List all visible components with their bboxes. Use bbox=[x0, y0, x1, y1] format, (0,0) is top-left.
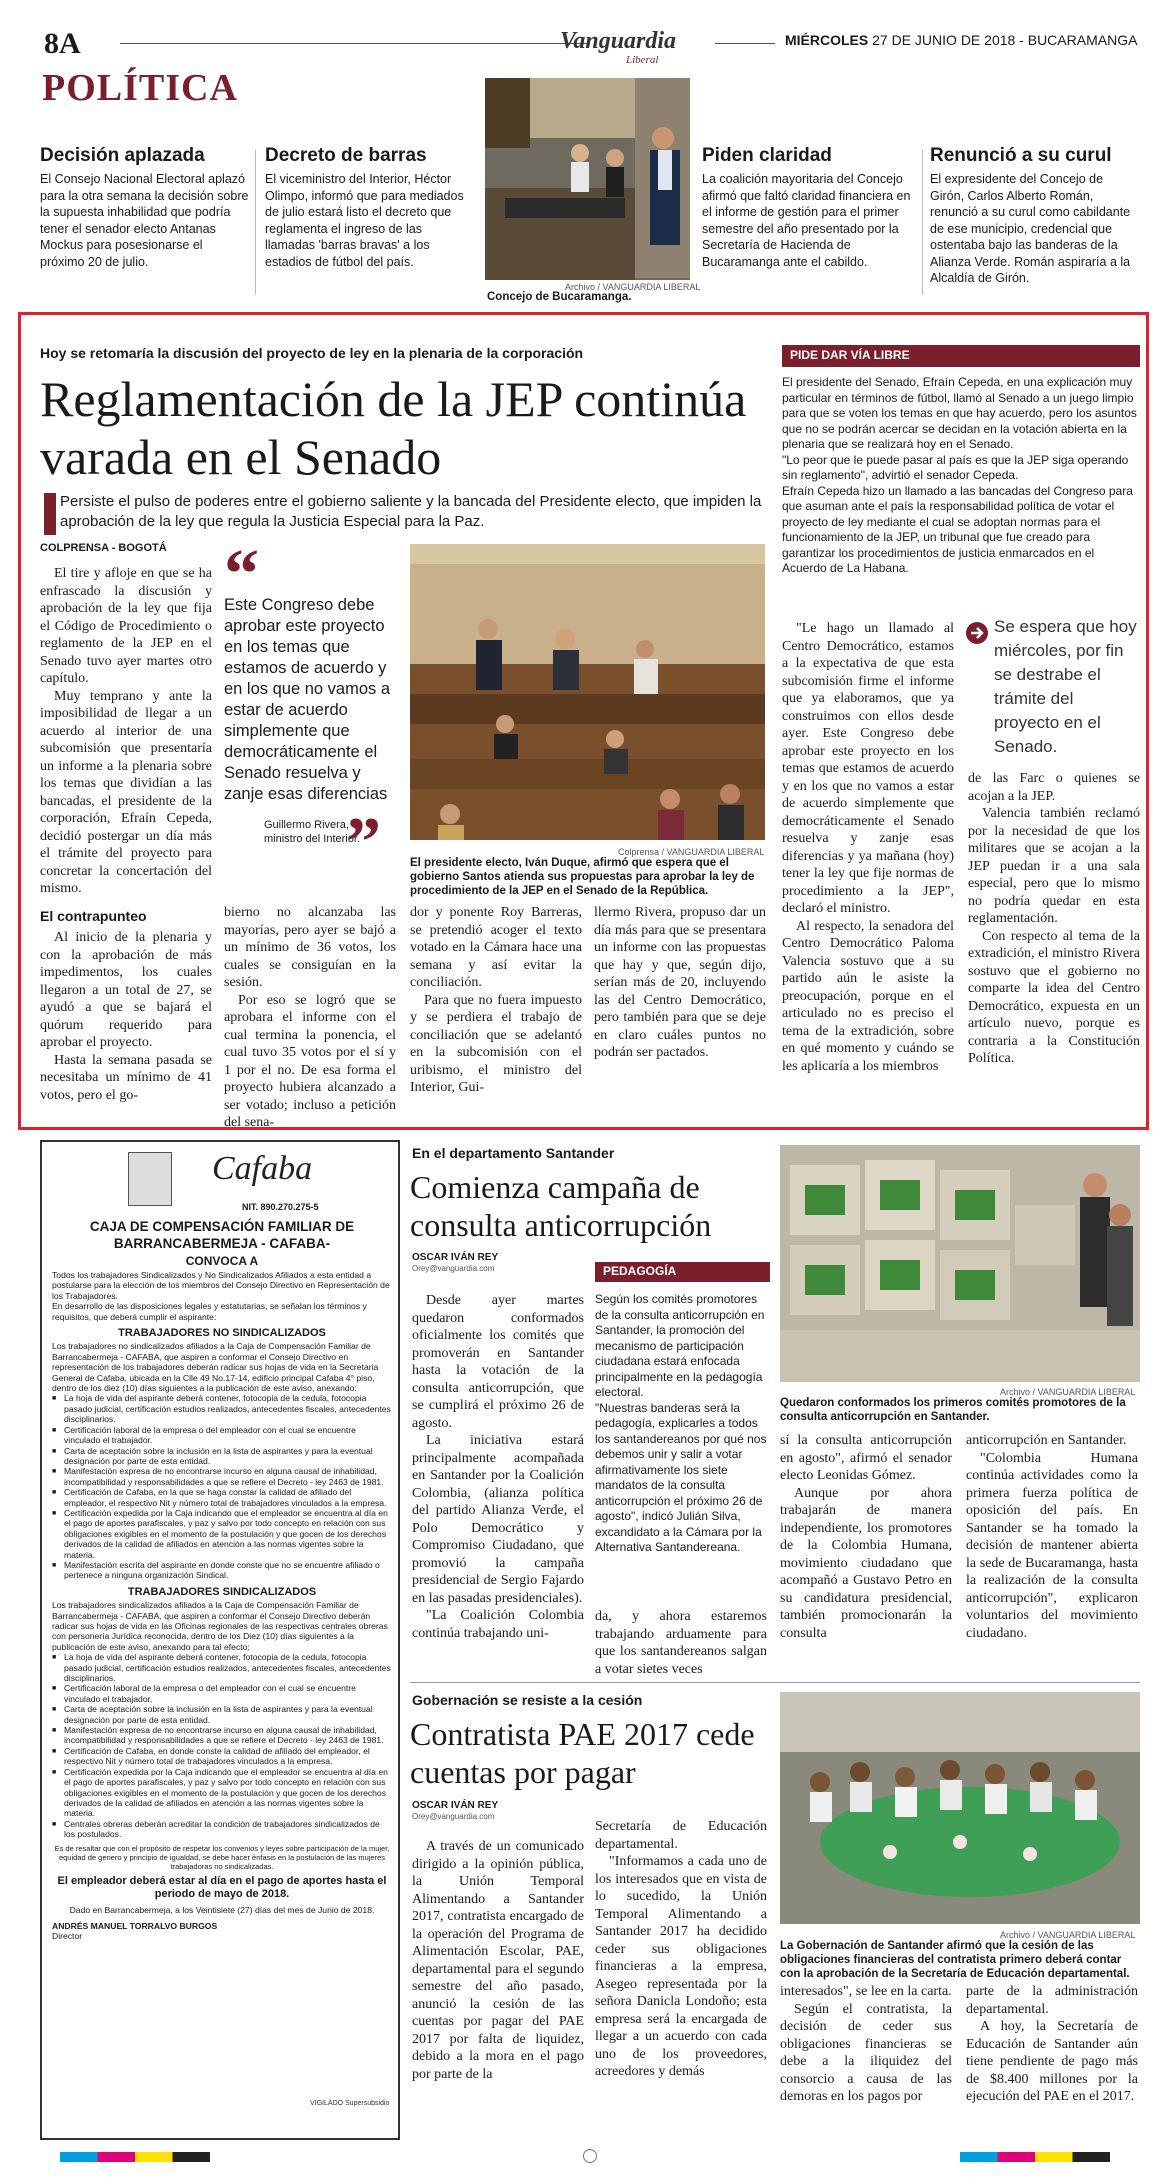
newspaper-logo: Vanguardia bbox=[560, 28, 677, 54]
list-item: ■ Manifestación escrita del aspirante en donde conste que no se encuentre afiliado o pertenece a ninguna organización Sindical. bbox=[52, 1560, 392, 1581]
paragraph: "Nuestras banderas será la pedagogía, explicarles a todos los santandereanos por qué nos debemos unir y salir a votar afirmativamente los siete mandatos de la consulta anticorrupción el próximo 26 de agosto", indicó Julián Silva, excandidato a la Cámara por la Alternativa Santandereana. bbox=[595, 1400, 767, 1554]
list-item: ■ Certificación expedida por la Caja indicando que el empleador se encuentra al día en el pago de aportes parafiscales, y paz y salvo por todo concepto en relación con sus obligaciones exigibles en el momento de la postulación y que gocen de los derechos derivados de la calidad de afiliados en atención a las normas vigentes sobre la materia. bbox=[52, 1767, 392, 1819]
list-item: ■ Manifestación expresa de no encontrarse incurso en alguna causal de inhabilidad, incompatibilidad y responsabilidades a que se refiere el Decreto - ley 2463 de 1981. bbox=[52, 1725, 392, 1746]
list-item: ■ Manifestación expresa de no encontrarse incurso en alguna causal de inhabilidad, incompatibilidad y responsabilidades a que se refiere el Decreto - ley 2463 de 1981. bbox=[52, 1466, 392, 1487]
brief-body: El expresidente del Concejo de Girón, Carlos Alberto Román, renunció a su curul como cabildante de ese municipio, credencial que ostentaba bajo las banderas de la Alianza Verde. Román aspiraría a la Alcaldía de Girón. bbox=[930, 172, 1131, 285]
brief-body: El Consejo Nacional Electoral aplazó para la otra semana la decisión sobre la supuesta inhabilidad que podría tener el senador electo Antanas Mockus para posesionarse el próximo 20 de julio. bbox=[40, 172, 249, 269]
jep-byline: COLPRENSA - BOGOTÁ bbox=[40, 542, 167, 554]
list-item: ■ Carta de aceptación sobre la inclusión en la lista de aspirantes y para la eventual designación por parte de esta entidad. bbox=[52, 1446, 392, 1467]
section-divider bbox=[410, 1682, 1140, 1683]
jep-headline: Reglamentación de la JEP continúa varada en el Senado bbox=[40, 371, 747, 485]
pae-col2 bbox=[595, 1818, 767, 2081]
page-number: 8A bbox=[44, 27, 81, 60]
pae-col3 bbox=[780, 1983, 952, 2106]
paragraph: Valencia también reclamó por la necesidad de que los militares que se acojan a la JEP puedan ir a una sala especial, pero que lo mismo no podría quedar en esta reglamentación. bbox=[968, 806, 1140, 926]
cafaba-nit: NIT. 890.270.275-5 bbox=[242, 1202, 319, 1212]
anticorr-photo-caption: Quedaron conformados los primeros comités promotores de la consulta anticorrupción en Santander. bbox=[780, 1397, 1126, 1423]
paragraph: Aunque por ahora trabajarán de manera independiente, los promotores de la Colombia Humana, movimiento ciudadano que acompañó a Gustavo Petro en su candidatura presidencial, también promocionarán la consulta bbox=[780, 1485, 952, 1641]
cafaba-section1-list bbox=[52, 1393, 392, 1580]
cafaba-signer: ANDRÉS MANUEL TORRALVO BURGOS bbox=[52, 1920, 218, 1931]
concejo-photo-caption: Concejo de Bucaramanga. bbox=[487, 291, 632, 303]
anticorr-photo bbox=[780, 1145, 1140, 1382]
paragraph: parte de la administración departamental. bbox=[966, 1984, 1138, 2017]
paragraph: anticorrupción en Santander. bbox=[966, 1433, 1127, 1448]
brief-1 bbox=[40, 145, 250, 270]
anticorr-byline: OSCAR IVÁN REY bbox=[412, 1252, 499, 1263]
anticorr-photo-illustration bbox=[780, 1145, 1140, 1382]
paragraph: Hasta la semana pasada se necesitaba un mínimo de 41 votos, pero el go- bbox=[40, 1052, 212, 1103]
paragraph: "La Coalición Colombia continúa trabajando uni- bbox=[412, 1608, 584, 1641]
brief-body: La coalición mayoritaria del Concejo afirmó que faltó claridad financiera en el informe de gestión para el primer semestre del año presentado por la Secretaría de Hacienda de Bucaramanga ante el cabildo. bbox=[702, 172, 911, 269]
paragraph: dor y ponente Roy Barreras, se pretendió acoger el texto votado en la Cámara hace una semana y así evitar la conciliación. bbox=[410, 905, 582, 990]
anticorr-sidebar-label: PEDAGOGÍA bbox=[595, 1262, 770, 1282]
pae-byline: OSCAR IVÁN REY bbox=[412, 1800, 499, 1811]
brief-body: El viceministro del Interior, Héctor Olimpo, informó que para mediados de julio estará listo el decreto que reglamenta el ingreso de las llamadas 'barras bravas' a los estadios de fútbol del país. bbox=[265, 172, 464, 269]
pae-photo-caption: La Gobernación de Santander afirmó que la cesión de las obligaciones financieras del contratista primero deberá contar con la aprobación de la Secretaría de Educación departamental. bbox=[780, 1940, 1130, 1980]
brief-4 bbox=[930, 145, 1140, 287]
brief-2 bbox=[265, 145, 475, 270]
paragraph: A través de un comunicado dirigido a la opinión pública, la Unión Temporal Alimentando a Santander 2017, contratista encargado de la operación del Programa de Alimentación Escolar, PAE, departamental para el segundo semestre del año pasado, anunció la cesión de las cuentas por pagar del PAE 2017 por falta de liquidez, debido a la mora en el pago por parte de la bbox=[412, 1839, 584, 2082]
section-title: POLÍTICA bbox=[42, 67, 238, 109]
senate-photo-credit: Colprensa / VANGUARDIA LIBERAL bbox=[618, 847, 765, 857]
cafaba-logo: Cafaba bbox=[212, 1150, 313, 1187]
cafaba-dated: Dado en Barrancabermeja, a los Veintisiete (27) días del mes de Junio de 2018. bbox=[69, 1904, 375, 1915]
masthead-top-rule-right bbox=[715, 43, 775, 44]
paragraph: Para que no fuera impuesto y se perdiera el trabajo de conciliación que se adelantó en la subcomisión con el uribismo, el ministro del Interior, Gui- bbox=[410, 992, 582, 1095]
cafaba-section2-list bbox=[52, 1652, 392, 1839]
pae-photo-illustration bbox=[780, 1692, 1140, 1924]
jep-col3 bbox=[410, 904, 582, 1097]
pae-byline-email: Orey@vanguardia.com bbox=[412, 1812, 495, 1821]
jep-sidebar bbox=[782, 375, 1140, 577]
concejo-photo-illustration bbox=[485, 78, 690, 280]
brief-title: Renunció a su curul bbox=[930, 145, 1112, 166]
brief-divider bbox=[255, 150, 256, 295]
close-quote-icon: ” bbox=[346, 804, 381, 881]
pae-headline: Contratista PAE 2017 cede cuentas por pagar bbox=[410, 1716, 755, 1790]
jep-quote-author: Guillermo Rivera, ministro del Interior. bbox=[264, 819, 360, 845]
list-item: ■ Certificación laboral de la empresa o del empleador con el cual se encuentre vinculado el trabajador. bbox=[52, 1683, 392, 1704]
cafaba-section1: TRABAJADORES NO SINDICALIZADOS bbox=[118, 1327, 326, 1340]
paragraph: Al respecto, la senadora del Centro Democrático Paloma Valencia sostuvo que a su partido aún le asiste la preocupación, porque en el articulado no es preciso el tema de la extradición, sobre en qué momento y cuándo se les aplicaría a los miembros bbox=[782, 918, 954, 1074]
print-registration-left bbox=[60, 2152, 210, 2162]
concejo-photo-credit: Archivo / VANGUARDIA LIBERAL bbox=[565, 282, 701, 292]
senate-photo bbox=[410, 544, 765, 840]
jep-pull-quote: Este Congreso debe aprobar este proyecto en los temas que estamos de acuerdo y en los que no vamos a estar de acuerdo simplemente que democráticamente el Senado resuelva y zanje esas diferencias bbox=[224, 596, 391, 803]
cafaba-convoca: CONVOCA A bbox=[185, 1254, 259, 1268]
brief-title: Decisión aplazada bbox=[40, 145, 205, 166]
brief-3 bbox=[702, 145, 917, 270]
list-item: ■ Centrales obreras deberán acreditar la condición de trabajadores sindicalizados de los postulados. bbox=[52, 1819, 392, 1840]
paragraph: Desde ayer martes quedaron conformados oficialmente los comités que promoverán en Santander hasta la votación de la consulta anticorrupción, que se cumplirá el próximo 26 de agosto. bbox=[412, 1293, 584, 1431]
cafaba-signer-role: Director bbox=[52, 1931, 83, 1942]
jep-col5 bbox=[782, 620, 954, 1075]
cafaba-ad bbox=[40, 1140, 400, 2140]
list-item: ■ La hoja de vida del aspirante deberá contener, fotocopia de la cedula, fotocopia pasado judicial, certificación estudios realizados, antecedentes fiscales, antecedentes disciplinarios. bbox=[52, 1652, 392, 1683]
pae-col4 bbox=[966, 1983, 1138, 2106]
cafaba-logo-icon bbox=[128, 1152, 172, 1206]
anticorr-sidebar bbox=[595, 1292, 770, 1556]
paragraph: "Le hago un llamado al Centro Democrático, estamos a la expectativa de que esta subcomisión firme el informe que ya elaboramos, que ya construimos con ellos desde ayer. Este Congreso debe aprobar este proyecto en los temas que estamos de acuerdo y en los que no vamos a estar de acuerdo simplemente que democráticamente el Senado resuelva y zanje esas diferencias y ya mañana (hoy) tener la ley que fije normas de procedimiento a la JEP", declaró el ministro. bbox=[782, 621, 954, 916]
jep-deck: Persiste el pulso de poderes entre el gobierno saliente y la bancada del Presidente electo, que impiden la aprobación de la ley que regula la Justicia Especial para la Paz. bbox=[60, 493, 762, 530]
paragraph: "Informamos a cada uno de los interesados que en vista de lo sucedido, la Unión Temporal Alimentando a Santander 2017 ha decidido ceder sus obligaciones financieras a la empresa, Asegeo representada por la señora Danicla Londoño; esta empresa será la encargada de llegar a un acuerdo con cada uno de los proveedores, acreedores y demás bbox=[595, 1854, 767, 2079]
list-item: ■ Certificación de Cafaba, en la que se haga constar la calidad de afiliado del empleador, el respectivo Nit y número total de trabajadores vinculados a la empresa. bbox=[52, 1487, 392, 1508]
paragraph: Al inicio de la plenaria y con la aprobación de más impedimentos, los cuales llegaron a un total de 27, se ayudó a que se bajará el quórum requerido para aprobar el proyecto. bbox=[40, 930, 212, 1050]
cafaba-pay-notice: El empleador deberá estar al día en el pago de aportes hasta el periodo de mayo de 2018. bbox=[57, 1874, 387, 1900]
paragraph: "Colombia Humana continúa actividades como la primera fuerza política de oposición del país. En Santander se ha tomado la decisión de mantener abierta la sede de Bucaramanga, hasta la realización de la consulta anticorrupción", explicaron voluntarios del movimiento ciudadano. bbox=[966, 1450, 1138, 1641]
paragraph: da, y ahora estaremos trabajando arduamente para que los santandereanos salgan a votar sietes veces bbox=[595, 1609, 767, 1677]
jep-col6 bbox=[968, 770, 1140, 1068]
paragraph: El presidente del Senado, Efraín Cepeda, en una explicación muy particular en términos de fútbol, llamó al Senado a un juego limpio para que se voten los temas en que hay acuerdo, pero los asuntos que no se podrán acercar se decidan en la votación abierta en la plenaria que se realizará hoy en el Senado. bbox=[782, 375, 1137, 451]
pae-col1 bbox=[412, 1838, 584, 2083]
list-item: ■ Certificación laboral de la empresa o del empleador con el cual se encuentre vinculado el trabajador. bbox=[52, 1425, 392, 1446]
print-registration-center bbox=[583, 2149, 597, 2163]
jep-col2 bbox=[224, 904, 396, 1132]
pae-photo bbox=[780, 1692, 1140, 1924]
anticorr-headline: Comienza campaña de consulta anticorrupción bbox=[410, 1169, 712, 1243]
cafaba-intro2: En desarrollo de las disposiciones legales y estatutarias, se señalan los términos y requisitos, que deberá cumplir el aspirante: bbox=[52, 1301, 367, 1322]
cafaba-note: Es de resaltar que con el propósito de respetar los convenios y leyes sobre participación de la mujer, equidad de genero y principio de igualdad, se debe hacer énfasis en la postulación de las mujeres trabajadoras no sindicalizadas. bbox=[54, 1843, 390, 1871]
paragraph: "Lo peor que le puede pasar al país es que la JEP siga operando sin reglamento", advirtió el senador Cepeda. bbox=[782, 452, 1129, 482]
paragraph: Según los comités promotores de la consulta anticorrupción en Santander, la promoción del mecanismo de participación ciudadana estará enfocada principalmente en la pedagogía electoral. bbox=[595, 1292, 765, 1399]
list-item: ■ Certificación de Cafaba, en donde conste la calidad de afiliado del empleador, el respectivo Nit y número total de trabajadores vinculados a la empresa. bbox=[52, 1746, 392, 1767]
paragraph: Por eso se logró que se aprobara el informe con el cual termina la ponencia, el cual tuvo 35 votos por el sí y 1 por el no. De esa forma el proyecto hubiera alcanzado a ser votado; incluso a petición del sena- bbox=[224, 992, 396, 1130]
brief-title: Decreto de barras bbox=[265, 145, 427, 166]
jep-subhead: El contrapunteo bbox=[40, 907, 147, 924]
masthead-top-rule bbox=[120, 43, 590, 44]
paragraph: Según el contratista, la decisión de ceder sus obligaciones financieras se debe a la iliquidez del consorcio a causa de las demoras en los pagos por bbox=[780, 2001, 952, 2104]
anticorr-col4 bbox=[966, 1432, 1138, 1642]
brief-title: Piden claridad bbox=[702, 145, 832, 166]
paragraph: sí la consulta anticorrupción en agosto", afirmó el senador electo Leonidas Gómez. bbox=[780, 1433, 952, 1483]
jep-col4 bbox=[594, 904, 766, 1062]
anticorr-photo-credit: Archivo / VANGUARDIA LIBERAL bbox=[1000, 1387, 1136, 1397]
jep-deck-bar bbox=[44, 493, 56, 535]
pae-photo-credit: Archivo / VANGUARDIA LIBERAL bbox=[1000, 1930, 1136, 1940]
cafaba-section1-intro: Los trabajadores no sindicalizados afiliados a la Caja de Compensación Familiar de Barrancabermeja - CAFABA, que aspiren a conformar el Consejo Directivo en representación de los trabajadores deberán radicar sus hojas de vida en la Secretaria General de Cafaba, ubicada en la Clle 49 No.17-14, edificio principal Cafaba 4° piso, dentro de los diez (10) días siguientes a la publicación de este aviso, anexando: bbox=[52, 1341, 379, 1394]
jep-kicker: Hoy se retomaría la discusión del proyecto de ley en la plenaria de la corporación bbox=[40, 345, 584, 361]
anticorr-col3 bbox=[780, 1432, 952, 1642]
paragraph: Efraín Cepeda hizo un llamado a las bancadas del Congreso para que asuman ante el país la responsabilidad política de votar el proyecto de ley mediante el cual se adoptan normas para el funcionamiento de la JEP, un tribunal que fue creado para garantizar los procedimientos de justicia enmarcados en el Acuerdo de La Habana. bbox=[782, 483, 1133, 575]
senate-photo-illustration bbox=[410, 544, 765, 840]
paragraph: Con respecto al tema de la extradición, el ministro Rivera sostuvo que el gobierno no comparte la idea del Centro Democrático, expuesta en un artículo nuevo, porque es contraria a la Constitución Política. bbox=[968, 928, 1140, 1066]
paragraph: El tire y afloje en que se ha enfrascado la discusión y aprobación de la ley que fija el Código de Procedimiento o reglamento de la JEP en el Senado tuvo ayer martes otro capítulo. bbox=[40, 566, 212, 686]
date-day: MIÉRCOLES bbox=[785, 32, 869, 48]
cafaba-intro: Todos los trabajadores Sindicalizados y No Sindicalizados Afiliados a esta entidad a postularse para la elección de los miembros del Consejo Directivo en Representación de los Trabajadores. bbox=[52, 1270, 390, 1301]
arrow-glyph bbox=[966, 622, 988, 644]
open-quote-icon: “ bbox=[224, 536, 259, 613]
anticorr-col1 bbox=[412, 1292, 584, 1642]
paragraph: A hoy, la Secretaría de Educación de Santander aún tiene pendiente de pago más de $8.400 millones por la ejecución del PAE en el 2017. bbox=[966, 2019, 1138, 2104]
paragraph: interesados", se lee en la carta. bbox=[780, 1984, 952, 1999]
list-item: ■ Carta de aceptación sobre la inclusión en la lista de aspirantes y para la eventual designación por parte de esta entidad. bbox=[52, 1704, 392, 1725]
concejo-photo bbox=[485, 78, 690, 280]
cafaba-title: CAJA DE COMPENSACIÓN FAMILIAR DE BARRANCABERMEJA - CAFABA- bbox=[89, 1219, 355, 1251]
paragraph: de las Farc o quienes se acojan a la JEP. bbox=[968, 771, 1140, 804]
paragraph: Muy temprano y ante la imposibilidad de llegar a un acuerdo al interior de una subcomisión que presentaría un informe a la plenaria sobre los temas que dividían a las bancadas, el presidente de la corporación, Efraín Cepeda, decidió postergar un día más el trámite del proyecto para concretar la concertación del mismo. bbox=[40, 688, 212, 896]
pae-kicker: Gobernación se resiste a la cesión bbox=[412, 1692, 643, 1708]
jep-highlight-text: Se espera que hoy miércoles, por fin se destrabe el trámite del proyecto en el Senado. bbox=[994, 617, 1137, 756]
anticorr-byline-email: Orey@vanguardia.com bbox=[412, 1264, 495, 1273]
list-item: ■ La hoja de vida del aspirante deberá contener, fotocopia de la cedula, fotocopia pasado judicial, certificación estudios realizados, antecedentes fiscales, antecedentes disciplinarios. bbox=[52, 1393, 392, 1424]
newspaper-logo-sub: Liberal bbox=[626, 54, 659, 66]
list-item: ■ Certificación expedida por la Caja indicando que el empleador se encuentra al día en el pago de aportes parafiscales, y paz y salvo por todo concepto en relación con sus obligaciones exigibles en el momento de la postulación y que gocen de los derechos derivados de la calidad de afiliados en atención a las normas vigentes sobre la materia. bbox=[52, 1508, 392, 1560]
cafaba-footer-badge: VIGILADO Supersubsidio bbox=[310, 2100, 390, 2107]
print-registration-right bbox=[960, 2152, 1110, 2162]
jep-sidebar-label: PIDE DAR VÍA LIBRE bbox=[782, 345, 1140, 367]
brief-divider bbox=[922, 150, 923, 295]
paragraph: Secretaría de Educación departamental. bbox=[595, 1819, 767, 1852]
paragraph: llermo Rivera, propuso dar un día más para que se presentara un informe con las propuestas que hay y que, según dijo, serían más de 20, incluyendo las del Centro Democrático, pero también para que se deje en claro cuáles puntos no podrán ser pactados. bbox=[594, 905, 766, 1060]
date-line bbox=[785, 32, 1137, 48]
cafaba-section2: TRABAJADORES SINDICALIZADOS bbox=[127, 1585, 317, 1598]
paragraph: La iniciativa estará principalmente acompañada en Santander por la Coalición Colombia, (alianza política del partido Alianza Verde, el Polo Democrático y Compromiso Ciudadano, que promovió la campaña presidencial de Sergio Fajardo en las pasadas presidenciales). bbox=[412, 1433, 584, 1606]
cafaba-body bbox=[52, 1270, 392, 1942]
anticorr-kicker: En el departamento Santander bbox=[412, 1145, 615, 1161]
arrow-right-icon bbox=[966, 622, 988, 644]
paragraph: bierno no alcanzaba las mayorías, pero ayer se bajó a un mínimo de 36 votos, los cuales se consiguían en la sesión. bbox=[224, 905, 396, 990]
anticorr-col2 bbox=[595, 1608, 767, 1678]
date-rest: 27 DE JUNIO DE 2018 - BUCARAMANGA bbox=[872, 32, 1138, 48]
jep-col1 bbox=[40, 565, 212, 1104]
cafaba-section2-intro: Los trabajadores sindicalizados afiliados a la Caja de Compensación Familiar de Barrancabermeja - CAFABA, que aspiren a conformar el Consejo Directivo deberán radicar sus hojas de vida en las Oficinas regionales de las respectivas centrales obreras con personería Jurídica reconocida, dentro de los Diez (10) días siguientes a la publicación de este aviso, anexando para tal efecto: bbox=[52, 1600, 388, 1652]
senate-photo-caption: El presidente electo, Iván Duque, afirmó que espera que el gobierno Santos atienda sus propuestas para aprobar la ley de procedimiento de la JEP en el Senado de la República. bbox=[410, 857, 755, 897]
